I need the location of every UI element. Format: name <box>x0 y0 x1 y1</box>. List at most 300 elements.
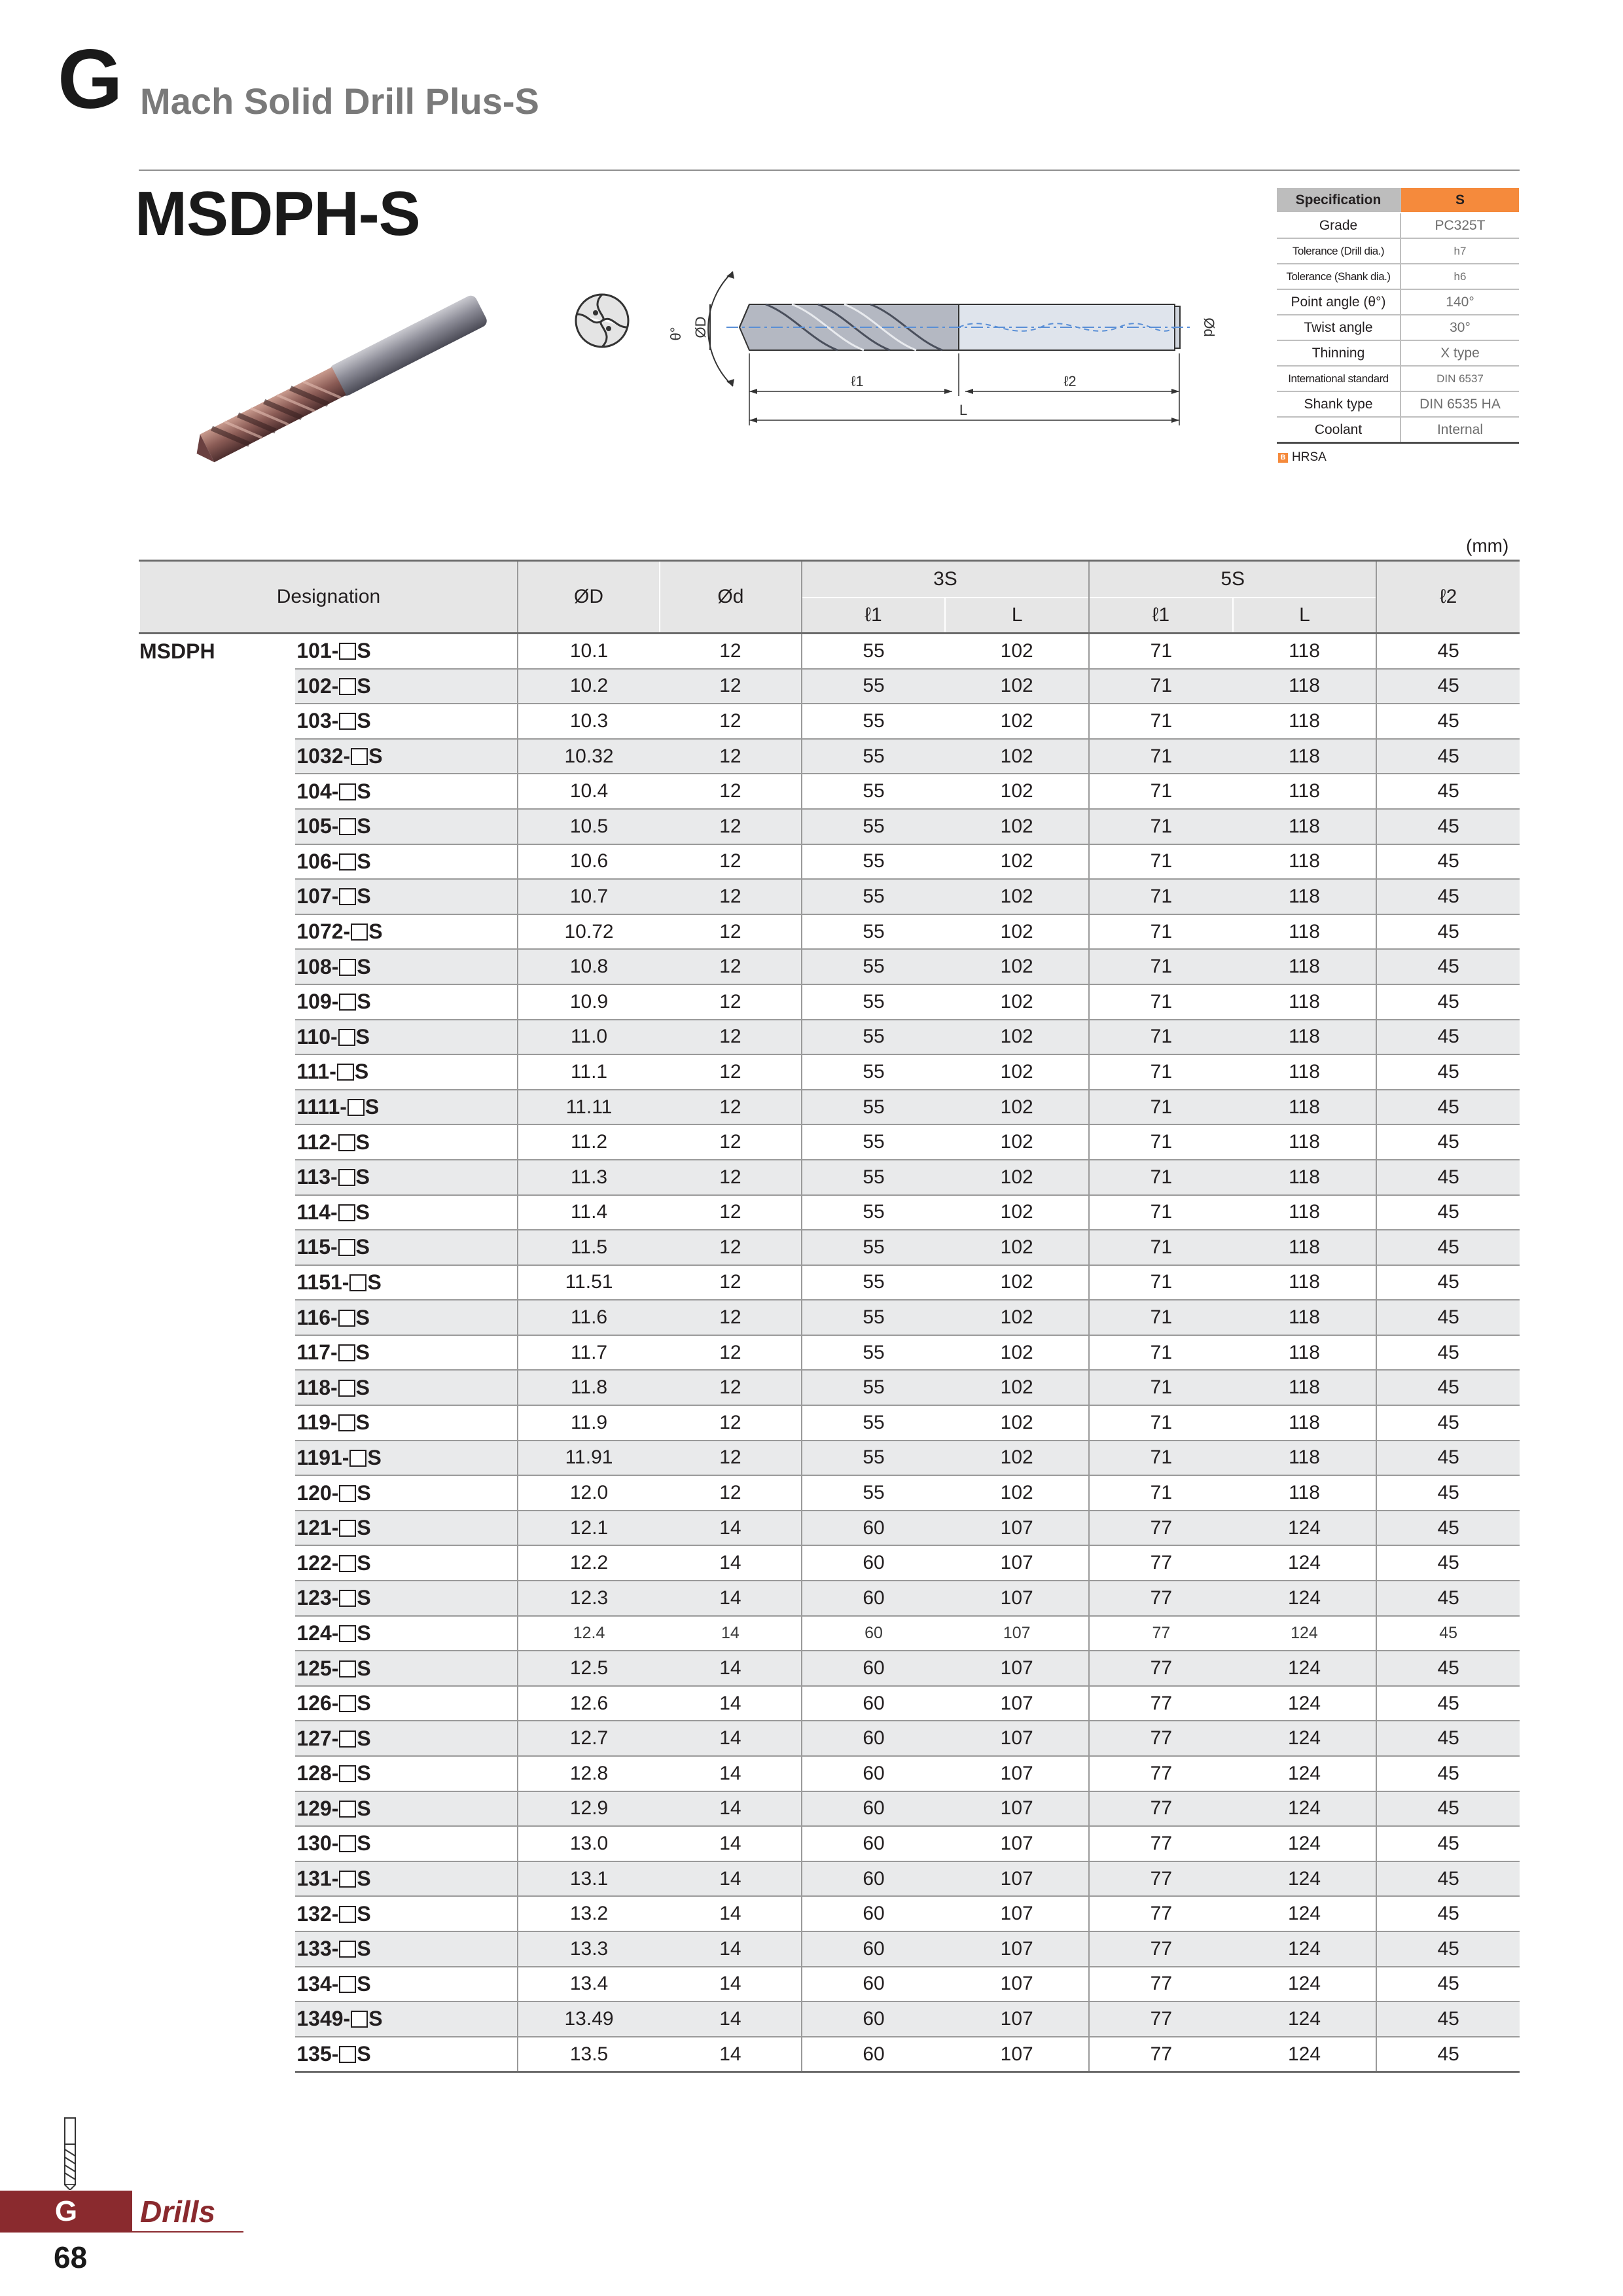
drill-dia-cell: 11.1 <box>518 1054 660 1090</box>
table-row <box>139 1300 1520 1335</box>
designation-suffix: S <box>354 1060 369 1084</box>
5s-L-cell: 118 <box>1233 1441 1377 1476</box>
table-row <box>139 704 1520 739</box>
table-row <box>139 1931 1520 1967</box>
shank-dia-cell: 12 <box>660 1054 802 1090</box>
table-row <box>139 809 1520 844</box>
designation-code: 131- <box>296 1867 339 1891</box>
5s-L-cell: 124 <box>1233 1651 1377 1686</box>
variant-placeholder-box <box>339 2046 356 2063</box>
drill-dia-cell: 10.72 <box>518 914 660 950</box>
product-model: MSDPH-S <box>135 179 420 249</box>
5s-L-cell: 118 <box>1233 704 1377 739</box>
designation-suffix: S <box>357 709 371 733</box>
drill-dia-cell: 12.3 <box>518 1581 660 1616</box>
3s-l1-header: ℓ1 <box>802 598 946 634</box>
l2-cell: 45 <box>1376 1090 1520 1125</box>
5s-l1-cell: 71 <box>1089 1475 1233 1511</box>
3s-l1-cell: 60 <box>802 1545 946 1581</box>
3s-l1-cell: 55 <box>802 1475 946 1511</box>
designation-suffix: S <box>357 1480 371 1505</box>
5s-L-cell: 118 <box>1233 1265 1377 1300</box>
designation-cell <box>295 634 518 669</box>
designation-code: 117- <box>296 1340 338 1365</box>
5s-L-cell: 118 <box>1233 1300 1377 1335</box>
shank-dia-header: Ød <box>660 561 802 634</box>
table-row <box>139 1826 1520 1861</box>
l2-cell: 45 <box>1376 1265 1520 1300</box>
shank-dia-cell: 12 <box>660 949 802 984</box>
group-3s-header: 3S <box>802 561 1089 598</box>
3s-l1-cell: 55 <box>802 1124 946 1160</box>
table-row <box>139 1265 1520 1300</box>
drill-dia-cell: 11.9 <box>518 1405 660 1441</box>
variant-placeholder-box <box>339 1520 356 1537</box>
3s-L-cell: 107 <box>945 1967 1089 2002</box>
3s-L-cell: 102 <box>945 984 1089 1020</box>
spec-value: 140° <box>1400 289 1519 315</box>
specification-table <box>1277 188 1519 444</box>
l2-cell: 45 <box>1376 1616 1520 1651</box>
designation-code: 112- <box>296 1130 338 1154</box>
variant-placeholder-box <box>339 1590 356 1607</box>
5s-L-cell: 118 <box>1233 634 1377 669</box>
table-row <box>139 2037 1520 2072</box>
3s-l1-cell: 55 <box>802 1090 946 1125</box>
table-row <box>139 1967 1520 2002</box>
drill-dia-cell: 13.2 <box>518 1896 660 1931</box>
5s-l1-cell: 71 <box>1089 1370 1233 1405</box>
5s-L-cell: 124 <box>1233 1581 1377 1616</box>
5s-l1-cell: 77 <box>1089 1967 1233 2002</box>
shank-dia-cell: 14 <box>660 2001 802 2037</box>
3s-L-cell: 102 <box>945 1300 1089 1335</box>
designation-suffix: S <box>368 744 383 768</box>
3s-l1-cell: 60 <box>802 1826 946 1861</box>
5s-l1-cell: 71 <box>1089 809 1233 844</box>
variant-placeholder-box <box>349 1450 366 1467</box>
3s-L-cell: 102 <box>945 1370 1089 1405</box>
variant-placeholder-box <box>349 1274 366 1291</box>
drill-dia-cell: 12.0 <box>518 1475 660 1511</box>
material-legend <box>1278 450 1327 465</box>
footer-section-name: Drills <box>140 2195 216 2229</box>
l1-label: ℓ1 <box>851 373 864 389</box>
shank-dia-cell: 12 <box>660 634 802 669</box>
page-number: 68 <box>54 2240 88 2274</box>
5s-l1-cell: 71 <box>1089 634 1233 669</box>
3s-L-cell: 102 <box>945 1265 1089 1300</box>
l2-cell: 45 <box>1376 809 1520 844</box>
shank-dia-cell: 12 <box>660 1160 802 1195</box>
3s-L-cell: 102 <box>945 739 1089 774</box>
designation-code: 114- <box>296 1200 338 1224</box>
spec-label: Point angle (θ°) <box>1277 289 1400 315</box>
designation-cell <box>295 1475 518 1511</box>
designation-code: 118- <box>296 1375 338 1399</box>
3s-L-cell: 107 <box>945 2001 1089 2037</box>
5s-L-cell: 124 <box>1233 1686 1377 1721</box>
l2-cell: 45 <box>1376 1721 1520 1756</box>
5s-L-cell: 118 <box>1233 844 1377 880</box>
table-row <box>139 774 1520 809</box>
5s-l1-cell: 77 <box>1089 2037 1233 2072</box>
variant-placeholder-box <box>351 924 368 941</box>
5s-l1-header: ℓ1 <box>1089 598 1233 634</box>
3s-l1-cell: 60 <box>802 2001 946 2037</box>
designation-code: 113- <box>296 1165 338 1189</box>
designation-suffix: S <box>357 849 371 873</box>
drill-dia-cell: 11.5 <box>518 1230 660 1265</box>
spec-label: Tolerance (Drill dia.) <box>1277 238 1400 264</box>
drill-dia-cell: 11.91 <box>518 1441 660 1476</box>
table-row <box>139 844 1520 880</box>
designation-code: 135- <box>296 2042 339 2066</box>
shank-dia-cell: 12 <box>660 774 802 809</box>
5s-L-cell: 124 <box>1233 1931 1377 1967</box>
shank-dia-cell: 12 <box>660 1090 802 1125</box>
5s-L-cell: 118 <box>1233 1370 1377 1405</box>
designation-suffix: S <box>355 1165 370 1189</box>
3s-L-cell: 107 <box>945 1616 1089 1651</box>
table-row <box>139 1335 1520 1371</box>
spec-label: Twist angle <box>1277 315 1400 340</box>
3s-L-cell: 102 <box>945 1335 1089 1371</box>
designation-suffix: S <box>355 1410 370 1435</box>
section-letter: G <box>58 33 123 126</box>
designation-suffix: S <box>357 884 371 908</box>
theta-label: θ° <box>668 327 684 341</box>
5s-l1-cell: 77 <box>1089 1616 1233 1651</box>
drill-dia-cell: 13.1 <box>518 1861 660 1897</box>
designation-cell <box>295 1581 518 1616</box>
variant-placeholder-box <box>339 1801 356 1818</box>
designation-suffix: S <box>357 990 371 1014</box>
l2-cell: 45 <box>1376 1335 1520 1371</box>
dimension-table <box>139 560 1520 2073</box>
drill-dia-cell: 12.6 <box>518 1686 660 1721</box>
shank-dia-cell: 12 <box>660 844 802 880</box>
3s-l1-cell: 60 <box>802 1756 946 1791</box>
drill-dia-cell: 10.32 <box>518 739 660 774</box>
l2-cell: 45 <box>1376 1054 1520 1090</box>
drill-dia-cell: 11.51 <box>518 1265 660 1300</box>
designation-suffix: S <box>357 1761 371 1785</box>
3s-l1-cell: 55 <box>802 949 946 984</box>
drill-dia-label: ØD <box>692 316 709 338</box>
table-row <box>139 1020 1520 1055</box>
designation-suffix: S <box>357 1971 371 1996</box>
designation-code: 127- <box>296 1726 339 1750</box>
designation-code: 116- <box>296 1305 338 1329</box>
3s-l1-cell: 55 <box>802 1230 946 1265</box>
designation-code: 103- <box>296 709 339 733</box>
variant-placeholder-box <box>339 994 356 1011</box>
3s-l1-cell: 60 <box>802 1511 946 1546</box>
5s-l1-cell: 71 <box>1089 774 1233 809</box>
designation-suffix: S <box>357 1586 371 1610</box>
5s-l1-cell: 71 <box>1089 1300 1233 1335</box>
3s-l1-cell: 55 <box>802 1160 946 1195</box>
drill-dia-cell: 11.2 <box>518 1124 660 1160</box>
3s-L-cell: 102 <box>945 809 1089 844</box>
5s-L-cell: 124 <box>1233 1791 1377 1827</box>
l2-cell: 45 <box>1376 1756 1520 1791</box>
legend-marker: B <box>1278 453 1288 463</box>
cross-section-icon <box>569 288 635 353</box>
designation-cell <box>295 879 518 914</box>
shank-dia-cell: 12 <box>660 1265 802 1300</box>
designation-suffix: S <box>357 2042 371 2066</box>
l2-cell: 45 <box>1376 879 1520 914</box>
designation-cell <box>295 1616 518 1651</box>
designation-cell <box>295 1931 518 1967</box>
designation-cell <box>295 1054 518 1090</box>
variant-placeholder-box <box>339 1871 356 1888</box>
table-row <box>139 1441 1520 1476</box>
3s-l1-cell: 55 <box>802 1335 946 1371</box>
3s-L-cell: 107 <box>945 1861 1089 1897</box>
shank-dia-cell: 14 <box>660 1861 802 1897</box>
designation-cell <box>295 1124 518 1160</box>
5s-L-cell: 124 <box>1233 1721 1377 1756</box>
shank-dia-cell: 12 <box>660 704 802 739</box>
designation-suffix: S <box>357 1551 371 1575</box>
spec-label: Shank type <box>1277 391 1400 417</box>
5s-l1-cell: 71 <box>1089 1195 1233 1230</box>
5s-L-cell: 124 <box>1233 1967 1377 2002</box>
5s-l1-cell: 71 <box>1089 1020 1233 1055</box>
variant-placeholder-box <box>339 1625 356 1642</box>
variant-placeholder-box <box>339 959 356 976</box>
shank-dia-cell: 12 <box>660 879 802 914</box>
designation-cell <box>295 739 518 774</box>
shank-dia-cell: 14 <box>660 1581 802 1616</box>
3s-l1-cell: 55 <box>802 634 946 669</box>
table-row <box>139 1686 1520 1721</box>
table-row <box>139 1195 1520 1230</box>
designation-code: 129- <box>296 1796 339 1820</box>
designation-suffix: S <box>368 2007 383 2031</box>
designation-cell <box>295 1195 518 1230</box>
3s-L-cell: 107 <box>945 1721 1089 1756</box>
designation-code: 122- <box>296 1551 339 1575</box>
drill-dia-cell: 13.4 <box>518 1967 660 2002</box>
designation-suffix: S <box>357 954 371 978</box>
designation-code: 105- <box>296 814 339 838</box>
designation-cell <box>295 2001 518 2037</box>
table-row <box>139 1896 1520 1931</box>
variant-placeholder-box <box>338 1380 355 1397</box>
3s-l1-cell: 55 <box>802 1370 946 1405</box>
l2-cell: 45 <box>1376 949 1520 984</box>
designation-cell <box>295 1020 518 1055</box>
shank-dia-cell: 14 <box>660 1545 802 1581</box>
5s-l1-cell: 77 <box>1089 1931 1233 1967</box>
5s-l1-cell: 77 <box>1089 1826 1233 1861</box>
5s-L-cell: 118 <box>1233 1020 1377 1055</box>
shank-dia-cell: 12 <box>660 809 802 844</box>
5s-l1-cell: 71 <box>1089 949 1233 984</box>
l2-cell: 45 <box>1376 1686 1520 1721</box>
designation-suffix: S <box>357 1831 371 1856</box>
designation-suffix: S <box>357 639 371 663</box>
designation-code: 108- <box>296 954 339 978</box>
3s-l1-cell: 55 <box>802 844 946 880</box>
variant-placeholder-box <box>338 1414 355 1431</box>
3s-L-cell: 102 <box>945 669 1089 704</box>
5s-l1-cell: 71 <box>1089 1090 1233 1125</box>
designation-cell <box>295 1230 518 1265</box>
designation-code: 1111- <box>296 1095 347 1119</box>
shank-dia-cell: 12 <box>660 1441 802 1476</box>
table-row <box>139 1405 1520 1441</box>
3s-L-cell: 102 <box>945 774 1089 809</box>
group-5s-header: 5S <box>1089 561 1376 598</box>
5s-L-cell: 124 <box>1233 1861 1377 1897</box>
designation-suffix: S <box>355 1305 370 1329</box>
designation-suffix: S <box>357 1691 371 1715</box>
3s-l1-cell: 60 <box>802 1931 946 1967</box>
drill-dia-cell: 12.2 <box>518 1545 660 1581</box>
drill-dia-cell: 11.3 <box>518 1160 660 1195</box>
shank-dia-cell: 12 <box>660 1300 802 1335</box>
3s-L-cell: 102 <box>945 1090 1089 1125</box>
variant-placeholder-box <box>339 1695 356 1712</box>
l2-cell: 45 <box>1376 1791 1520 1827</box>
l2-cell: 45 <box>1376 1896 1520 1931</box>
shank-dia-cell: 14 <box>660 1651 802 1686</box>
table-row <box>139 1756 1520 1791</box>
3s-L-cell: 107 <box>945 1686 1089 1721</box>
designation-suffix: S <box>357 1937 371 1961</box>
table-row <box>139 634 1520 669</box>
spec-value: 30° <box>1400 315 1519 340</box>
5s-l1-cell: 71 <box>1089 1230 1233 1265</box>
l2-cell: 45 <box>1376 1861 1520 1897</box>
l2-cell: 45 <box>1376 1230 1520 1265</box>
l2-cell: 45 <box>1376 1651 1520 1686</box>
shank-dia-cell: 12 <box>660 1124 802 1160</box>
variant-placeholder-box <box>348 1099 365 1116</box>
designation-suffix: S <box>357 814 371 838</box>
designation-code: 102- <box>296 673 339 698</box>
designation-cell <box>295 914 518 950</box>
table-row <box>139 1090 1520 1125</box>
overall-length-label: L <box>959 402 968 418</box>
5s-l1-cell: 71 <box>1089 1335 1233 1371</box>
drill-dia-cell: 10.6 <box>518 844 660 880</box>
3s-L-cell: 107 <box>945 1791 1089 1827</box>
designation-suffix: S <box>357 1901 371 1926</box>
l2-cell: 45 <box>1376 1020 1520 1055</box>
designation-code: 128- <box>296 1761 339 1785</box>
designation-suffix: S <box>357 673 371 698</box>
3s-l1-cell: 60 <box>802 1967 946 2002</box>
l2-cell: 45 <box>1376 634 1520 669</box>
shank-dia-cell: 12 <box>660 1020 802 1055</box>
l2-cell: 45 <box>1376 1581 1520 1616</box>
designation-suffix: S <box>357 1867 371 1891</box>
3s-l1-cell: 60 <box>802 1721 946 1756</box>
designation-cell <box>295 1721 518 1756</box>
table-row <box>139 1054 1520 1090</box>
l2-cell: 45 <box>1376 1300 1520 1335</box>
l2-cell: 45 <box>1376 1511 1520 1546</box>
3s-L-cell: 102 <box>945 1405 1089 1441</box>
5s-l1-cell: 71 <box>1089 669 1233 704</box>
drill-dia-cell: 11.4 <box>518 1195 660 1230</box>
variant-placeholder-box <box>339 1485 356 1502</box>
3s-L-cell: 102 <box>945 1160 1089 1195</box>
5s-l1-cell: 71 <box>1089 914 1233 950</box>
l2-cell: 45 <box>1376 704 1520 739</box>
designation-code: 130- <box>296 1831 339 1856</box>
designation-cell <box>295 1651 518 1686</box>
5s-L-cell: 124 <box>1233 2037 1377 2072</box>
table-row <box>139 1124 1520 1160</box>
5s-l1-cell: 77 <box>1089 1511 1233 1546</box>
3s-L-cell: 107 <box>945 2037 1089 2072</box>
table-row <box>139 914 1520 950</box>
table-row <box>139 669 1520 704</box>
3s-l1-cell: 60 <box>802 1896 946 1931</box>
3s-l1-cell: 60 <box>802 1581 946 1616</box>
designation-cell <box>295 1405 518 1441</box>
drill-dia-cell: 10.1 <box>518 634 660 669</box>
unit-label: (mm) <box>1466 535 1509 556</box>
variant-placeholder-box <box>339 1731 356 1748</box>
variant-placeholder-box <box>339 1835 356 1852</box>
designation-code: 106- <box>296 849 339 873</box>
5s-l1-cell: 71 <box>1089 739 1233 774</box>
5s-L-cell: 118 <box>1233 774 1377 809</box>
shank-dia-cell: 12 <box>660 669 802 704</box>
l2-cell: 45 <box>1376 2037 1520 2072</box>
designation-code: 126- <box>296 1691 339 1715</box>
l2-header: ℓ2 <box>1376 561 1520 634</box>
spec-value: h7 <box>1400 238 1519 264</box>
3s-L-cell: 102 <box>945 1230 1089 1265</box>
variant-placeholder-box <box>339 818 356 835</box>
l2-cell: 45 <box>1376 1475 1520 1511</box>
3s-l1-cell: 55 <box>802 1054 946 1090</box>
3s-L-cell: 102 <box>945 1475 1089 1511</box>
drill-dia-cell: 10.7 <box>518 879 660 914</box>
shank-dia-cell: 12 <box>660 1335 802 1371</box>
shank-dia-cell: 14 <box>660 1791 802 1827</box>
page-title: Mach Solid Drill Plus-S <box>140 81 539 122</box>
designation-cell <box>295 1861 518 1897</box>
5s-L-cell: 118 <box>1233 1090 1377 1125</box>
designation-cell <box>295 1265 518 1300</box>
designation-suffix: S <box>355 1024 370 1049</box>
variant-placeholder-box <box>337 1064 354 1081</box>
variant-placeholder-box <box>338 1029 355 1046</box>
drill-dia-cell: 13.5 <box>518 2037 660 2072</box>
designation-code: 1191- <box>296 1445 349 1469</box>
l2-cell: 45 <box>1376 1370 1520 1405</box>
3s-l1-cell: 55 <box>802 774 946 809</box>
drill-dia-cell: 13.0 <box>518 1826 660 1861</box>
designation-code: 109- <box>296 990 339 1014</box>
designation-suffix: S <box>355 1235 370 1259</box>
designation-suffix: S <box>368 920 383 944</box>
designation-cell <box>295 1090 518 1125</box>
variant-placeholder-box <box>339 713 356 730</box>
spec-value: DIN 6537 <box>1400 366 1519 391</box>
shank-dia-cell: 12 <box>660 984 802 1020</box>
